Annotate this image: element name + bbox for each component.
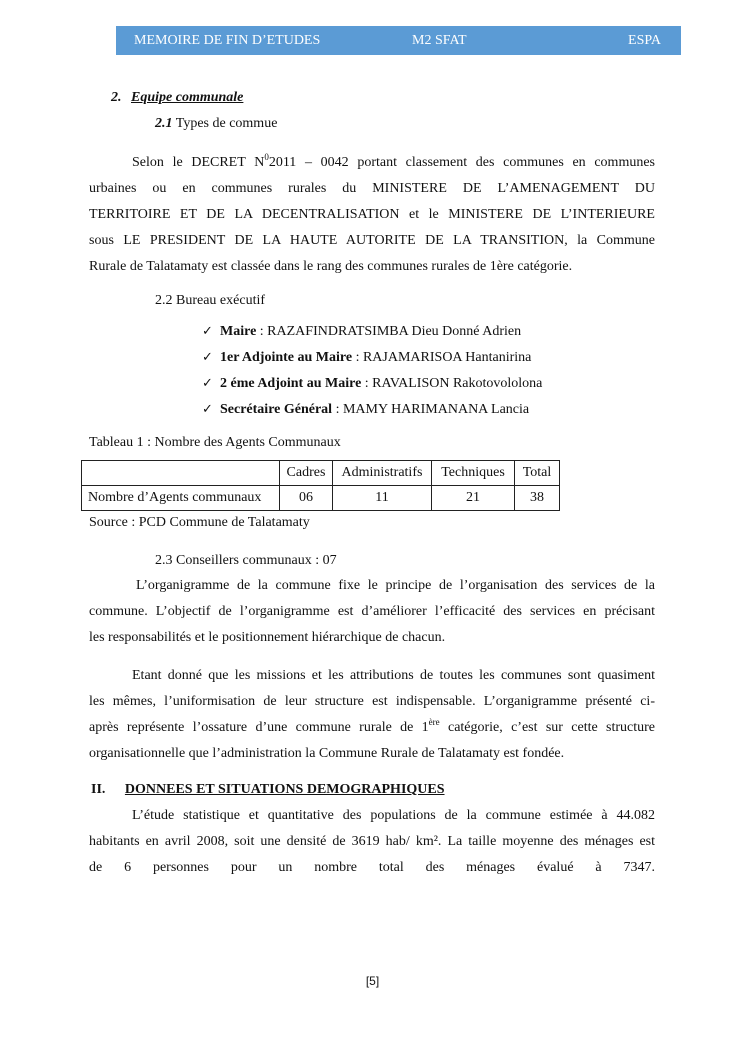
table-cell: 21 [432,486,515,511]
table-cell: 06 [280,486,333,511]
checkmark-icon: ✓ [202,350,213,365]
text-span: Selon le DECRET N [132,155,265,170]
page-number: [5] [365,974,380,988]
paragraph-line: urbaines ou en communes rurales du MINISTERE DE L’AMENAGEMENT DU [89,181,655,196]
section-number: II. [91,782,106,797]
bureau-role: Maire [220,324,257,339]
table-row-label: Nombre d’Agents communaux [82,486,280,511]
bureau-role: Secrétaire Général [220,402,333,417]
table-header-cell: Cadres [280,461,333,486]
table-header-row [82,461,560,486]
list-item [202,371,542,397]
text-span: catégorie, c’est sur cette structure [439,720,655,735]
table-source: Source : PCD Commune de Talatamaty [89,515,310,530]
checkmark-icon: ✓ [202,402,213,417]
paragraph-line: les responsabilités et le positionnement hiérarchique de chacun. [89,630,446,645]
bureau-list [202,319,542,423]
table-header-cell: Administratifs [333,461,432,486]
bureau-name: : RAJAMARISOA Hantanirina [352,350,532,365]
agents-table [81,460,560,511]
paragraph-decret [89,150,655,280]
paragraph-line [89,150,655,176]
table-header-cell: Total [515,461,560,486]
subsection-heading-2-2: 2.2 Bureau exécutif [155,293,266,308]
paragraph-line: Rurale de Talatamaty est classée dans le rang des communes rurales de 1ère catégorie. [89,259,573,274]
text-span: 2011 – 0042 portant classement des communes en communes [268,155,655,170]
bureau-role: 2 éme Adjoint au Maire [220,376,362,391]
bureau-role: 1er Adjointe au Maire [220,350,353,365]
table-row [82,486,560,511]
checkmark-icon: ✓ [202,376,213,391]
list-item [202,397,542,423]
paragraph-line: sous LE PRESIDENT DE LA HAUTE AUTORITE DE LA TRANSITION, la Commune [89,233,655,248]
paragraph-line: TERRITOIRE ET DE LA DECENTRALISATION et le MINISTERE DE L’INTERIEURE [89,207,655,222]
section-ii-heading [91,782,445,798]
page-header [116,26,681,55]
section-title: DONNEES ET SITUATIONS DEMOGRAPHIQUES [124,782,445,797]
paragraph-line: commune. L’objectif de l’organigramme est d’améliorer l’efficacité des services en précisant [89,604,655,619]
paragraph-structure [89,663,655,767]
checkmark-icon: ✓ [202,324,213,339]
bureau-name: : RAZAFINDRATSIMBA Dieu Donné Adrien [256,324,522,339]
paragraph-line [89,715,655,741]
paragraph-organigramme [89,573,655,651]
header-title: MEMOIRE DE FIN D’ETUDES [134,33,321,48]
paragraph-line: habitants en avril 2008, soit une densité de 3619 hab/ km². La taille moyenne des ménages est [89,834,655,849]
subsection-title: Types de commue [172,116,278,131]
table-header-cell: Techniques [432,461,515,486]
bureau-name: : RAVALISON Rakotovololona [361,376,543,391]
bureau-name: : MAMY HARIMANANA Lancia [332,402,530,417]
list-item [202,345,542,371]
superscript: 0 [264,152,269,162]
section-number: 2. [111,90,122,105]
subsection-number: 2.1 [155,116,173,131]
paragraph-line: Etant donné que les missions et les attributions de toutes les communes sont quasiment [132,668,655,683]
paragraph-line: organisationnelle que l’administration la Commune Rurale de Talatamaty est fondée. [89,746,565,761]
table-cell: 11 [333,486,432,511]
subsection-heading-2-1 [155,116,277,132]
paragraph-line: L’étude statistique et quantitative des populations de la commune estimée à 44.082 [132,808,655,823]
text-span: après représente l’ossature d’une commune rurale de 1 [89,720,429,735]
table-caption: Tableau 1 : Nombre des Agents Communaux [89,435,341,450]
superscript: ère [428,717,440,727]
paragraph-line: L’organigramme de la commune fixe le principe de l’organisation des services de la [136,578,655,593]
paragraph-line: les mêmes, l’uniformisation de leur structure est indispensable. L’organigramme présenté ci- [89,694,655,709]
paragraph-line: de 6 personnes pour un nombre total des ménages évalué à 7347. [89,860,655,875]
list-item [202,319,542,345]
section-heading [111,90,243,106]
subsection-heading-2-3: 2.3 Conseillers communaux : 07 [155,553,337,568]
header-program: M2 SFAT [412,33,467,48]
table-header-cell [82,461,280,486]
section-title: Equipe communale [131,90,244,105]
paragraph-demographie [89,803,655,881]
table-cell: 38 [515,486,560,511]
header-school: ESPA [628,33,661,48]
